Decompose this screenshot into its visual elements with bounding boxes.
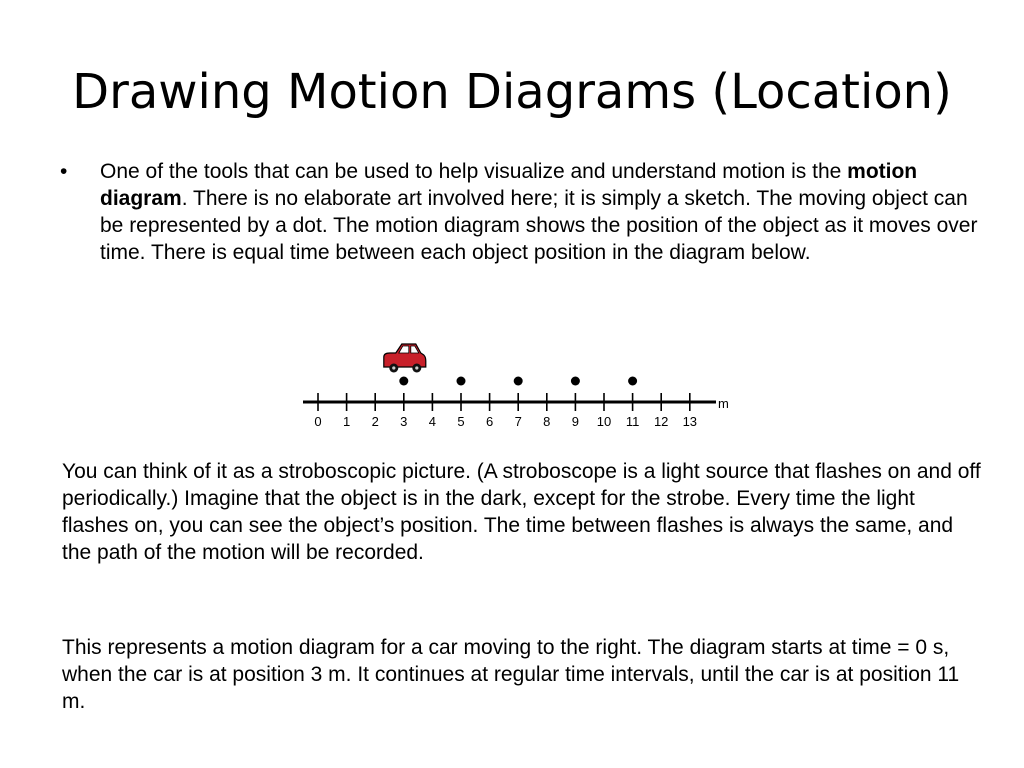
bullet-text-start: One of the tools that can be used to help visualize and understand motion is the bbox=[100, 160, 848, 183]
axis-tick-label: 13 bbox=[682, 414, 698, 429]
bullet-text-end: . There is no elaborate art involved here; it is simply a sketch. The moving object can be represented by a dot. The motion diagram shows the position of the object as it moves over time. There is equal time between each object position in the diagram below. bbox=[100, 187, 978, 264]
axis-tick-label: 1 bbox=[342, 414, 351, 429]
position-dot bbox=[457, 377, 466, 386]
car-icon bbox=[384, 344, 426, 373]
axis-tick-label: 0 bbox=[314, 414, 322, 429]
position-dot bbox=[399, 377, 408, 386]
axis-tick-label: 7 bbox=[514, 414, 522, 429]
axis-tick-label: 3 bbox=[400, 414, 408, 429]
axis-tick-label: 11 bbox=[625, 414, 640, 429]
bullet-text bbox=[100, 158, 980, 266]
axis-tick-label: 4 bbox=[428, 414, 437, 429]
axis-tick-label: 8 bbox=[543, 414, 551, 429]
bullet-bold-term: motion diagram bbox=[100, 160, 918, 210]
axis-tick-label: 10 bbox=[596, 414, 612, 429]
slide-title: Drawing Motion Diagrams (Location) bbox=[72, 64, 952, 120]
axis-tick-label: 9 bbox=[571, 414, 580, 429]
axis-tick-label: 12 bbox=[653, 414, 669, 429]
axis-tick-label: 6 bbox=[485, 414, 494, 429]
axis-unit-label: m bbox=[718, 396, 729, 411]
position-dot bbox=[628, 377, 637, 386]
position-dot bbox=[514, 377, 523, 386]
motion-diagram bbox=[270, 325, 750, 435]
position-dot bbox=[571, 377, 580, 386]
bullet-icon: • bbox=[60, 160, 68, 183]
car-motion-paragraph: This represents a motion diagram for a car moving to the right. The diagram starts at time = 0 s, when the car is at position 3 m. It continues at regular time intervals, until the car is at position 11 m. bbox=[62, 636, 960, 713]
stroboscope-paragraph: You can think of it as a stroboscopic picture. (A stroboscope is a light source that flashes on and off periodically.) Imagine that the object is in the dark, except for the strobe. Every time the light flashes on, you can see the object’s position. The time between flashes is always the same, and the path of the motion will be recorded. bbox=[62, 460, 981, 564]
axis-tick-label: 2 bbox=[371, 414, 379, 429]
axis-tick-label: 5 bbox=[457, 414, 465, 429]
